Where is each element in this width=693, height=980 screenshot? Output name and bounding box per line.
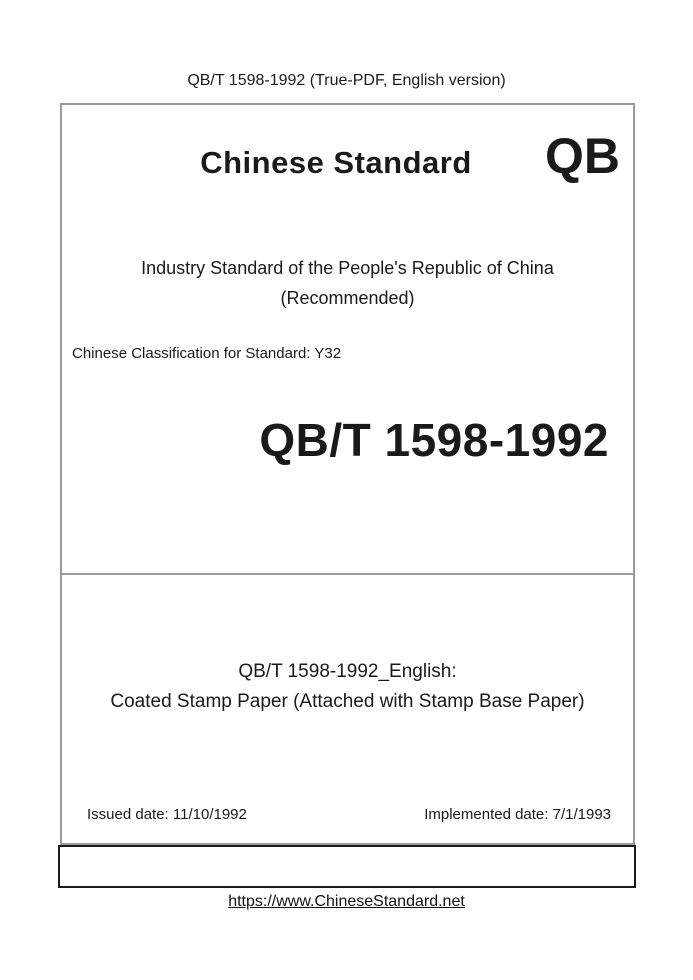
dates-row <box>62 806 633 823</box>
standard-subtitle <box>62 253 633 313</box>
empty-footer-box <box>58 845 636 888</box>
subtitle-line-1: Industry Standard of the People's Republic of China <box>141 258 554 278</box>
implemented-date: Implemented date: 7/1/1993 <box>424 806 611 823</box>
subtitle-line-2: (Recommended) <box>280 288 415 308</box>
page-header-title: QB/T 1598-1992 (True-PDF, English version) <box>187 72 506 89</box>
cover-box <box>60 103 635 845</box>
footer <box>0 893 693 911</box>
brand-logo-qb: QB <box>545 128 620 184</box>
english-title <box>62 657 633 717</box>
issued-date: Issued date: 11/10/1992 <box>87 806 247 823</box>
website-link[interactable]: https://www.ChineseStandard.net <box>228 893 465 910</box>
english-title-line-2: Coated Stamp Paper (Attached with Stamp Base Paper) <box>110 691 585 712</box>
brand-title: Chinese Standard <box>200 145 472 180</box>
standard-number: QB/T 1598-1992 <box>259 414 609 466</box>
section-divider <box>62 573 633 575</box>
classification-code: Chinese Classification for Standard: Y32 <box>72 345 342 362</box>
english-title-line-1: QB/T 1598-1992_English: <box>238 661 457 682</box>
